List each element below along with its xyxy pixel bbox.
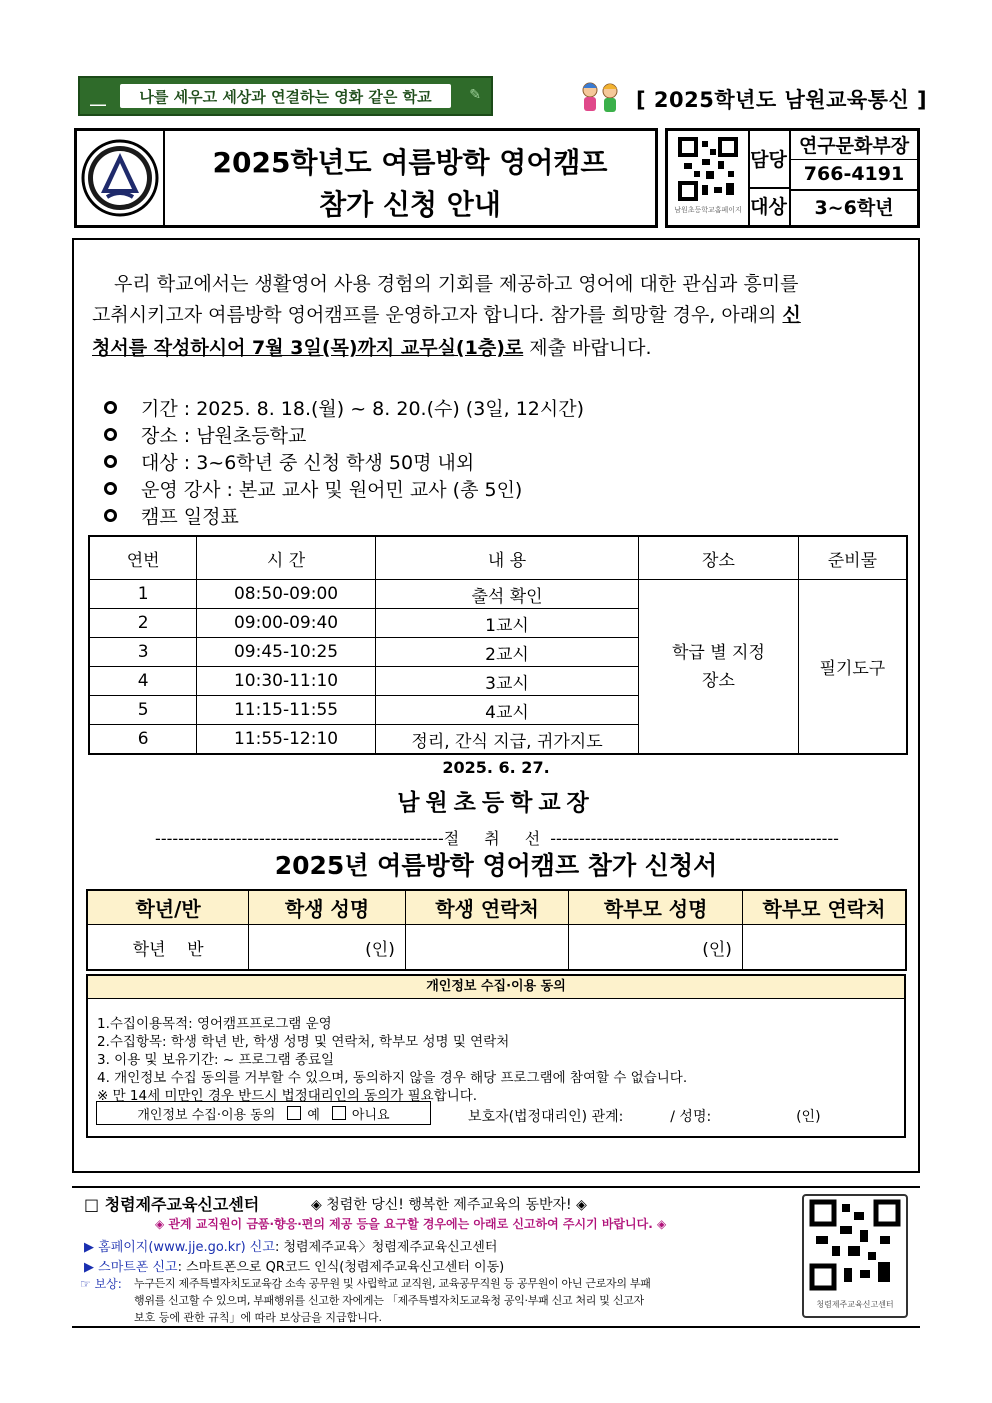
detail-schedule: 캠프 일정표 [104, 502, 239, 529]
deadline-highlight: 청서를 작성하시어 7월 3일(목)까지 교무실(1층)로 [92, 337, 524, 359]
cut-line: --------------------------------------------------절 취 선-------------------------------------------------- [155, 829, 839, 848]
intro-paragraph-line1: 우리 학교에서는 생활영어 사용 경험의 기회를 제공하고 영어에 대한 관심과 흥미를 [114, 273, 799, 295]
consent-no-label: 아니요 [351, 1107, 390, 1123]
schedule-place-cell: 학급 별 지정 장소 [639, 580, 799, 755]
principal-signature: 남원초등학교장 [397, 790, 595, 816]
contact-info-box [665, 128, 920, 228]
consent-label: 개인정보 수집·이용 동의 [137, 1107, 276, 1123]
table-row: 4 10:30-11:10 3교시 [89, 667, 907, 696]
grade-class-field[interactable]: 학년 반 [87, 925, 249, 971]
report-notice: ◈ 관계 교직원이 금품·향응·편의 제공 등을 요구할 경우에는 아래로 신고하여 주시기 바랍니다. ◈ [155, 1217, 667, 1231]
notice-title-line1: 2025학년도 여름방학 영어캠프 [212, 146, 608, 179]
col-header-student-name: 학생 성명 [249, 890, 406, 925]
homepage-report-path: : 청렴제주교육〉청렴제주교육신고센터 [274, 1240, 498, 1255]
consent-yes-checkbox[interactable] [287, 1106, 301, 1120]
smartphone-report-path: : 스마트폰으로 QR코드 인식(청렴제주교육신고센터 이동) [177, 1260, 505, 1275]
school-homepage-qr[interactable] [668, 131, 750, 225]
guardian-seal: (인) [796, 1109, 821, 1125]
col-header-parent-contact: 학부모 연락처 [742, 890, 906, 925]
col-header-grade-class: 학년/반 [87, 890, 249, 925]
camp-schedule-table [88, 535, 908, 755]
parent-contact-field[interactable] [742, 925, 906, 971]
target-value: 3~6학년 [814, 197, 894, 219]
privacy-heading: 개인정보 수집·이용 동의 [88, 976, 904, 999]
table-row: 3 09:45-10:25 2교시 [89, 638, 907, 667]
table-row: 5 11:15-11:55 4교시 [89, 696, 907, 725]
privacy-minor-note: ※ 만 14세 미만인 경우 반드시 법정대리인의 동의가 필요합니다. [97, 1088, 478, 1104]
children-mascot-icon [575, 78, 627, 118]
consent-checkbox-group [96, 1101, 431, 1125]
col-header-place: 장소 [639, 536, 799, 580]
guardian-relation-label: 보호자(법정대리인) 관계: [468, 1109, 624, 1125]
col-header-parent-name: 학부모 성명 [569, 890, 743, 925]
title-box [74, 128, 658, 228]
school-emblem-icon [77, 131, 163, 225]
leaf-icon: ✎ [469, 87, 481, 103]
circle-bullet-icon [104, 509, 117, 522]
newsletter-label: [ 2025학년도 남원교육통신 ] [636, 88, 928, 112]
privacy-consent-box [86, 974, 906, 1138]
banner-dash: __ [90, 86, 106, 106]
guardian-name-label: / 성명: [670, 1109, 712, 1125]
school-slogan-banner [78, 76, 493, 116]
deadline-highlight-start: 신 [782, 304, 801, 326]
parent-name-field[interactable]: (인) [569, 925, 743, 971]
integrity-center-slogan: ◈ 청렴한 당신! 행복한 제주교육의 동반자! ◈ [311, 1197, 587, 1213]
intro-paragraph-line3 [92, 330, 900, 366]
table-row: 2 09:00-09:40 1교시 [89, 609, 907, 638]
schedule-supplies-cell: 필기도구 [798, 580, 907, 755]
footer-top-rule [72, 1186, 920, 1188]
application-header-row [87, 890, 906, 925]
consent-no-checkbox[interactable] [332, 1106, 346, 1120]
circle-bullet-icon [104, 455, 117, 468]
smartphone-report-label: ▶ 스마트폰 신고 [84, 1260, 178, 1275]
homepage-report-link[interactable]: ▶ 홈페이지(www.jje.go.kr) 신고 [84, 1240, 275, 1255]
target-label: 대상 [748, 189, 791, 225]
notice-title-line2: 참가 신청 안내 [319, 188, 501, 221]
detail-place: 장소 : 남원초등학교 [104, 421, 306, 448]
reward-line1: 누구든지 제주특별자치도교육감 소속 공무원 및 사립학교 교직원, 교육공무직원 등 공무원이 아닌 근로자의 부패 [134, 1277, 651, 1290]
col-header-student-contact: 학생 연락처 [405, 890, 569, 925]
privacy-purpose: 1.수집이용목적: 영어캠프프로그램 운영 [97, 1016, 332, 1032]
col-header-time: 시 간 [197, 536, 376, 580]
qr-caption: 남원초등학교홈페이지 [674, 206, 742, 214]
schedule-header-row [89, 536, 907, 580]
detail-target: 대상 : 3~6학년 중 신청 학생 50명 내외 [104, 448, 474, 475]
circle-bullet-icon [104, 401, 117, 414]
detail-period: 기간 : 2025. 8. 18.(월) ~ 8. 20.(수) (3일, 12시간) [104, 394, 584, 421]
privacy-items: 2.수집항목: 학생 학년 반, 학생 성명 및 연락처, 학부모 성명 및 연락처 [97, 1034, 510, 1050]
reward-label: ☞ 보상: [80, 1277, 122, 1291]
intro-paragraph-line2 [92, 297, 900, 333]
circle-bullet-icon [104, 428, 117, 441]
student-contact-field[interactable] [405, 925, 569, 971]
application-form-title: 2025년 여름방학 영어캠프 참가 신청서 [274, 851, 718, 880]
contact-phone: 766-4191 [803, 163, 905, 185]
intro-text: 고취시키고자 여름방학 영어캠프를 운영하고자 합니다. 참가를 희망할 경우, 아래의 [92, 304, 783, 326]
footer-bottom-rule [72, 1326, 920, 1328]
application-form-table [86, 889, 907, 971]
col-header-no: 연번 [89, 536, 197, 580]
student-name-field[interactable]: (인) [249, 925, 406, 971]
school-emblem-cell [77, 131, 165, 225]
smartphone-report-line [84, 1256, 504, 1275]
col-header-supplies: 준비물 [798, 536, 907, 580]
reward-line3: 보호 등에 관한 규칙」에 따라 보상금을 지급합니다. [134, 1311, 382, 1324]
qr-caption: 청렴제주교육신고센터 [816, 1300, 894, 1309]
homepage-report-line [84, 1236, 497, 1255]
privacy-refusal: 4. 개인정보 수집 동의를 거부할 수 있으며, 동의하지 않을 경우 해당 프로그램에 참여할 수 없습니다. [97, 1070, 688, 1086]
contact-label: 담당 [748, 131, 791, 189]
application-input-row [87, 925, 906, 971]
privacy-period: 3. 이용 및 보유기간: ~ 프로그램 종료일 [97, 1052, 335, 1068]
contact-dept: 연구문화부장 [791, 133, 917, 160]
consent-yes-label: 예 [307, 1107, 320, 1123]
integrity-center-title: □ 청렴제주교육신고센터 [84, 1195, 260, 1214]
table-row: 6 11:55-12:10 정리, 간식 지급, 귀가지도 [89, 725, 907, 755]
slogan-text: 나를 세우고 세상과 연결하는 영화 같은 학교 [120, 84, 451, 108]
reward-line2: 행위를 신고할 수 있으며, 부패행위를 신고한 자에게는 「제주특별자치도교육청 공익·부패 신고 처리 및 신고자 [134, 1294, 644, 1307]
cut-label: 절 취 선 [443, 829, 551, 848]
intro-text-end: 제출 바랍니다. [523, 337, 652, 359]
guardian-line [468, 1106, 821, 1126]
circle-bullet-icon [104, 482, 117, 495]
col-header-content: 내 용 [375, 536, 638, 580]
detail-instructors: 운영 강사 : 본교 교사 및 원어민 교사 (총 5인) [104, 475, 522, 502]
issue-date: 2025. 6. 27. [442, 758, 550, 777]
table-row: 1 08:50-09:00 출석 확인 학급 별 지정 장소 필기도구 [89, 580, 907, 609]
qr-code-icon [804, 1196, 906, 1296]
integrity-center-qr[interactable] [802, 1194, 908, 1318]
